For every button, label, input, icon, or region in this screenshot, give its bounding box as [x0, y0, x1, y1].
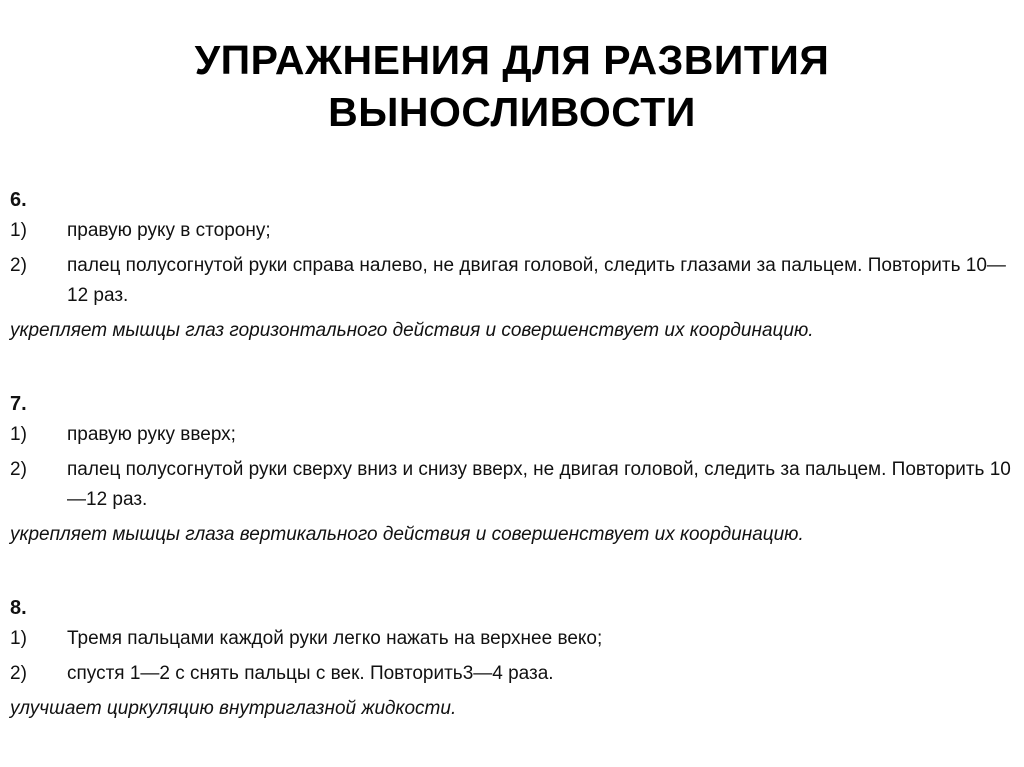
- exercise-8: [10, 592, 1014, 724]
- step-text: палец полусогнутой руки справа налево, не двигая головой, следить глазами за пальцем. Повторить 10—12 раз.: [67, 255, 1006, 306]
- exercise-step: [10, 659, 1014, 689]
- exercise-number: 6.: [10, 189, 27, 211]
- exercise-step: [10, 455, 1014, 515]
- step-text: спустя 1—2 с снять пальцы с век. Повторить3—4 раза.: [67, 663, 554, 684]
- exercise-7: [10, 388, 1014, 550]
- step-text: правую руку в сторону;: [67, 220, 271, 241]
- exercise-number: 7.: [10, 393, 27, 415]
- exercise-step: [10, 420, 1014, 450]
- exercise-step: [10, 216, 1014, 246]
- title-line-2: ВЫНОСЛИВОСТИ: [328, 89, 696, 135]
- step-number: 1): [10, 628, 27, 649]
- exercise-effect: улучшает циркуляцию внутриглазной жидкости.: [10, 698, 457, 719]
- exercise-effect: укрепляет мышцы глаз горизонтального действия и совершенствует их координацию.: [10, 320, 814, 341]
- exercise-6: [10, 184, 1014, 346]
- exercise-number: 8.: [10, 597, 27, 619]
- exercise-step: [10, 624, 1014, 654]
- step-text: правую руку вверх;: [67, 424, 236, 445]
- step-number: 2): [10, 255, 27, 276]
- step-number: 1): [10, 220, 27, 241]
- step-number: 1): [10, 424, 27, 445]
- exercise-list: [10, 184, 1014, 724]
- exercise-effect: укрепляет мышцы глаза вертикального действия и совершенствует их координацию.: [10, 524, 804, 545]
- step-text: Тремя пальцами каждой руки легко нажать на верхнее веко;: [67, 628, 603, 649]
- step-number: 2): [10, 663, 27, 684]
- step-number: 2): [10, 459, 27, 480]
- exercise-step: [10, 251, 1014, 311]
- step-text: палец полусогнутой руки сверху вниз и снизу вверх, не двигая головой, следить за пальцем. Повторить 10—12 раз.: [67, 459, 1011, 510]
- page-title: [0, 34, 1024, 138]
- title-line-1: УПРАЖНЕНИЯ ДЛЯ РАЗВИТИЯ: [194, 37, 830, 83]
